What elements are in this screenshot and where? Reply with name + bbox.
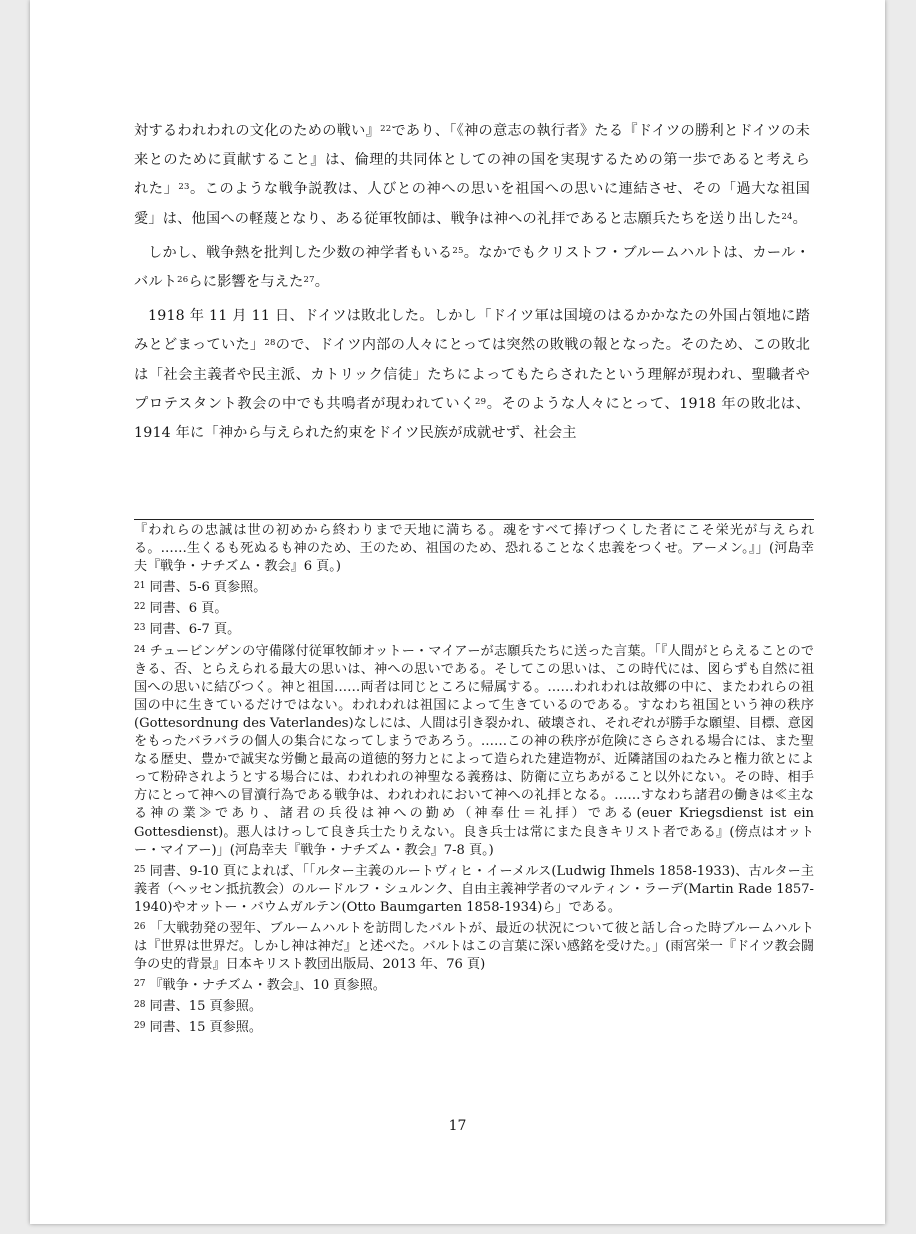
paragraph — [134, 117, 810, 234]
paragraph — [134, 239, 810, 297]
text-run: 。 — [792, 210, 808, 227]
footnote-separator — [134, 519, 814, 520]
paragraph — [134, 302, 810, 448]
footnote-text: 同書、15 頁参照。 — [149, 1020, 262, 1036]
footnote-text: 同書、9-10 頁によれば、「「ルター主義のルートヴィヒ・イーメルス(Ludwig Ihmels 1858-1933)、古ルター主義者（ヘッセン抵抗教会）のルードルフ・シュルンク、自由主義神学者のマルティン・ラーデ(Martin Rade 1857-1940)やオットー・バウムガルテン(Otto Baumgarten 1858-1934)ら」である。 — [134, 863, 814, 915]
footnote-ref[interactable]: 28 — [264, 338, 276, 349]
footnote-number: 28 — [134, 1000, 146, 1011]
footnote-28 — [134, 996, 814, 1016]
footnote-text: 「大戦勃発の翌年、ブルームハルトを訪問したバルトが、最近の状況について彼と話し合った時ブルームハルトは『世界は世界だ。しかし神は神だ』と述べた。バルトはこの言葉に深い感銘を受けた。」(雨宮栄一『ドイツ教会闘争の史的背景』日本キリスト教団出版局、2013 年、76 頁) — [134, 920, 814, 973]
text-run: 1918 年 11 月 11 日、ドイツは敗北した。しかし「ドイツ軍は国境のはるかかなたの外国占領地に踏みとどまっていた」 — [134, 308, 810, 354]
footnote-26 — [134, 918, 814, 974]
footnote-23 — [134, 619, 814, 639]
footnote-number: 21 — [134, 581, 146, 592]
footnote-21 — [134, 577, 814, 597]
footnote-27 — [134, 975, 814, 995]
main-text — [134, 117, 810, 448]
footnote-ref[interactable]: 24 — [781, 211, 793, 222]
footnote-ref[interactable]: 26 — [177, 275, 189, 286]
document-page — [30, 0, 885, 1224]
footnote-text: 同書、6 頁。 — [149, 601, 228, 617]
text-run: 。 — [314, 274, 330, 291]
footnote-text: 『戦争・ナチズム・教会』、10 頁参照。 — [149, 978, 386, 994]
footnote-ref[interactable]: 27 — [303, 275, 315, 286]
footnote-number: 25 — [134, 864, 146, 875]
footnote-ref[interactable]: 29 — [475, 396, 487, 407]
text-run: しかし、戦争熱を批判した少数の神学者もいる — [148, 244, 453, 261]
footnote-text: 同書、15 頁参照。 — [149, 999, 262, 1015]
footnote-25 — [134, 861, 814, 917]
footnote-number: 27 — [134, 979, 146, 990]
footnote-text: 同書、5-6 頁参照。 — [149, 580, 267, 596]
footnote-text: チュービンゲンの守備隊付従軍牧師オットー・マイアーが志願兵たちに送った言葉。「『人間がとらえることのできる、否、とらえられる最大の思いは、神への思いである。そしてこの思いは、この時代には、図らずも自然に祖国への思いに結びつく。神と祖国……両者は同じところに帰属する。……われわれは故郷の中に、またわれらの祖国の中に生きているだけではない。われわれは祖国によって生きているのである。すなわち祖国という神の秩序(Gottesordnung des Vaterlandes)なしには、人間は引き裂かれ、破壊され、それぞれが勝手な願望、目標、意図をもったバラバラの個人の集合になってしまうであろう。……この神の秩序が危険にさらされる場合には、また聖なる歴史、豊かで誠実な労働と最高の道徳的努力とによって造られた建造物が、近隣諸国のねたみと権力欲とによって粉砕されようとする場合には、われわれの神聖なる義務は、防衛に立ちあがること以外にない。その時、相手方にとって神への冒瀆行為である戦争は、われわれにおいて神への礼拝となる。……すなわち諸君の働きは≪主なる神の業≫であり、諸君の兵役は神への勤め（神奉仕＝礼拝）である(euer Kriegsdienst ist ein Gottesdienst)。悪人はけっして良き兵士たりえない。良き兵士は常にまた良きキリスト者である』(傍点はオットー・マイアー)」(河島幸夫『戦争・ナチズム・教会』7-8 頁。) — [134, 643, 814, 858]
text-run: ので、ドイツ内部の人々にとっては突然の敗戦の報となった。そのため、この敗北は「社会主義者や民主派、カトリック信徒」たちによってもたらされたという理解が現われ、聖職者やプロテスタント教会の中でも共鳴者が現われていく — [134, 337, 810, 412]
footnote-number: 26 — [134, 921, 146, 932]
footnote-ref[interactable]: 23 — [178, 182, 190, 193]
text-run: 。そのような人々にとって、1918 年の敗北は、1914 年に「神から与えられた約束をドイツ民族が成就せず、社会主 — [134, 395, 810, 442]
page-number: 17 — [448, 1118, 467, 1134]
footnote-24 — [134, 641, 814, 860]
footnote-22 — [134, 598, 814, 618]
footnote-number: 22 — [134, 602, 146, 613]
footnote-text: 同書、6-7 頁。 — [149, 622, 241, 638]
footnote-29 — [134, 1017, 814, 1037]
footnote-ref[interactable]: 22 — [380, 124, 392, 134]
text-run: らに影響を与えた — [188, 274, 304, 291]
text-run: 。このような戦争説教は、人びとの神への思いを祖国への思いに連結させ、その「過大な祖国愛」は、他国への軽蔑となり、ある従軍牧師は、戦争は神への礼拝であると志願兵たちを送り出した — [134, 181, 810, 227]
text-run: であり、「《神の意志の執行者》たる『ドイツの勝利とドイツの未来とのために貢献すること』は、倫理的共同体としての神の国を実現するための第一歩であると考えられた」 — [134, 123, 810, 198]
footnote-ref[interactable]: 25 — [452, 245, 464, 256]
footnote-number: 29 — [134, 1021, 146, 1032]
footnotes — [134, 522, 814, 1039]
text-run: 対するわれわれの文化のための戦い』 — [134, 123, 381, 139]
text-run: 。なかでもクリストフ・ブルームハルトは、カール・バルト — [134, 244, 810, 291]
footnote-continued: 『われらの忠誠は世の初めから終わりまで天地に満ちる。魂をすべて捧げつくした者にこそ栄光が与えられる。……生くるも死ぬるも神のため、王のため、祖国のため、恐れることなく忠義をつくせ。アーメン。』」(河島幸夫『戦争・ナチズム・教会』6 頁。) — [134, 523, 814, 575]
footnote-number: 24 — [134, 644, 146, 655]
footnote-number: 23 — [134, 623, 146, 634]
